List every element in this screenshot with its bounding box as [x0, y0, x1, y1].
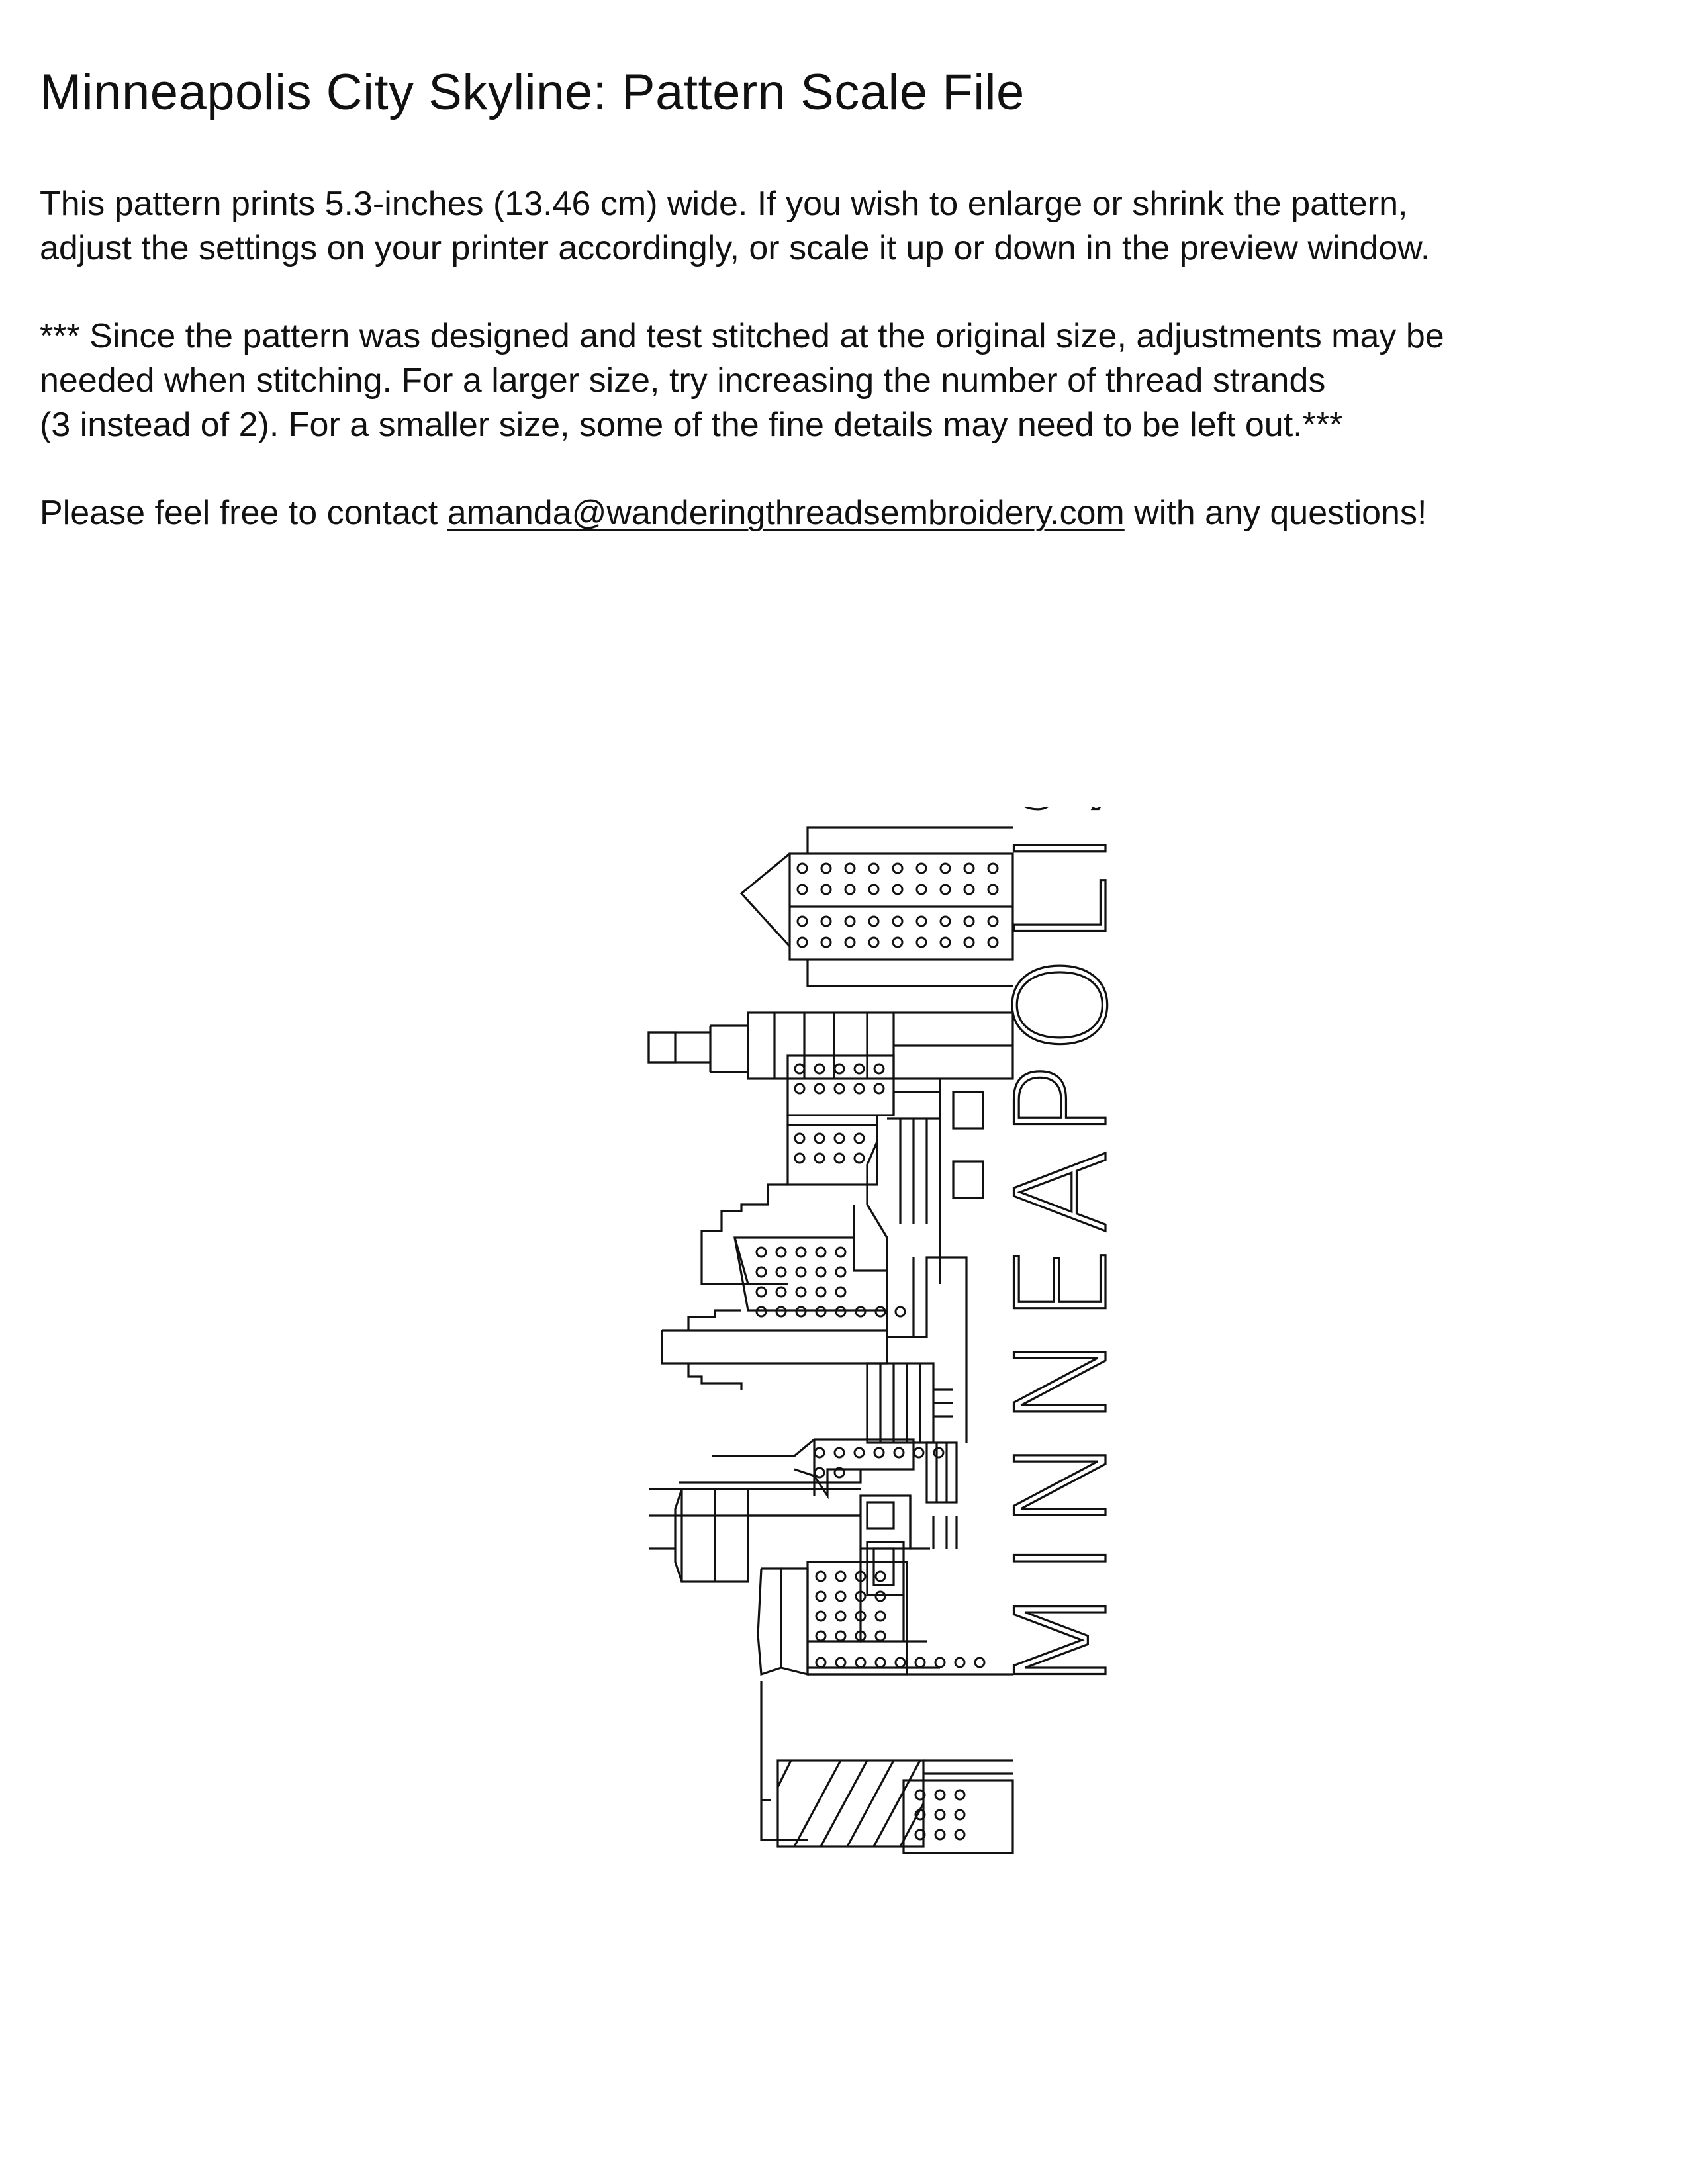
note-line-3: (3 instead of 2). For a smaller size, some of the fine details may need to be left out.***: [40, 406, 1343, 444]
window-dot: [876, 1307, 885, 1316]
stitching-note: [40, 314, 1628, 447]
window-dot: [816, 1612, 825, 1621]
window-dot: [835, 1154, 844, 1163]
window-dot: [914, 1448, 923, 1457]
window-dot: [855, 1064, 864, 1073]
contact-line: [40, 491, 1628, 535]
scale-line-2: adjust the settings on your printer accordingly, or scale it up or down in the preview window.: [40, 229, 1430, 267]
window-dot: [815, 1064, 824, 1073]
window-dot: [816, 1592, 825, 1601]
window-dot: [876, 1612, 885, 1621]
window-dot: [815, 1448, 824, 1457]
page-title: Minneapolis City Skyline: Pattern Scale File: [40, 64, 1025, 120]
window-dot: [836, 1572, 845, 1581]
window-dot: [917, 864, 926, 873]
window-dot: [815, 1154, 824, 1163]
window-dot: [845, 938, 855, 947]
contact-suffix: with any questions!: [1124, 494, 1427, 532]
window-dot: [757, 1307, 766, 1316]
building-bottom-left: [758, 1562, 1013, 1840]
window-dot: [836, 1658, 845, 1667]
window-dot: [845, 885, 855, 894]
window-dot: [845, 917, 855, 926]
window-dot: [917, 938, 926, 947]
window-dot: [776, 1287, 786, 1297]
window-dot: [835, 1134, 844, 1143]
window-dot: [964, 917, 974, 926]
window-dot: [816, 1658, 825, 1667]
window-dot: [941, 917, 950, 926]
window-dot: [856, 1658, 865, 1667]
window-dot: [821, 885, 831, 894]
window-dot: [955, 1830, 964, 1839]
window-dot: [798, 938, 807, 947]
window-dot: [796, 1287, 806, 1297]
window-dot: [964, 864, 974, 873]
building-lower: [649, 1439, 957, 1641]
building-hatched: [778, 1760, 1013, 1853]
scale-line-1: This pattern prints 5.3-inches (13.46 cm) wide. If you wish to enlarge or shrink the pattern,: [40, 185, 1408, 223]
window-dot: [893, 917, 902, 926]
window-dot: [941, 864, 950, 873]
window-dot: [798, 864, 807, 873]
window-dot: [776, 1307, 786, 1316]
window-dot: [917, 885, 926, 894]
window-dot: [893, 938, 902, 947]
window-dot: [836, 1267, 845, 1277]
window-dot: [821, 864, 831, 873]
contact-prefix: Please feel free to contact: [40, 494, 447, 532]
window-dot: [955, 1790, 964, 1799]
window-dot: [815, 1134, 824, 1143]
window-dot: [964, 885, 974, 894]
window-dot: [757, 1287, 766, 1297]
window-dot: [934, 1448, 943, 1457]
window-dot: [896, 1307, 905, 1316]
window-dot: [955, 1658, 964, 1667]
window-dot: [836, 1592, 845, 1601]
window-dot: [836, 1287, 845, 1297]
window-dot: [798, 917, 807, 926]
window-dot: [874, 1448, 884, 1457]
window-dot: [855, 1154, 864, 1163]
window-dot: [869, 864, 878, 873]
window-dot: [874, 1084, 884, 1093]
note-line-1: *** Since the pattern was designed and test stitched at the original size, adjustments may be: [40, 317, 1444, 355]
window-dot: [816, 1572, 825, 1581]
window-dot: [893, 885, 902, 894]
window-dot: [776, 1248, 786, 1257]
window-dot: [856, 1307, 865, 1316]
window-dot: [876, 1658, 885, 1667]
window-dot: [855, 1448, 864, 1457]
window-dot: [816, 1307, 825, 1316]
building-top: [741, 827, 1013, 986]
window-dot: [795, 1064, 804, 1073]
skyline-drawing: [543, 807, 1152, 1893]
window-dot: [975, 1658, 984, 1667]
window-dot: [836, 1307, 845, 1316]
scale-instructions: [40, 182, 1628, 271]
window-dot: [893, 864, 902, 873]
window-dot: [869, 938, 878, 947]
window-dot: [935, 1790, 945, 1799]
window-dot: [917, 917, 926, 926]
window-dot: [796, 1248, 806, 1257]
window-dot: [964, 938, 974, 947]
note-line-2: needed when stitching. For a larger size, try increasing the number of thread strands: [40, 361, 1326, 400]
skyline-pattern: [543, 807, 1152, 1893]
window-dot: [816, 1631, 825, 1641]
window-dot: [816, 1248, 825, 1257]
email-link[interactable]: amanda@wanderingthreadsembroidery.com: [447, 494, 1125, 532]
window-dots: [757, 864, 998, 1839]
window-dot: [821, 917, 831, 926]
building-long: [662, 1257, 966, 1443]
window-dot: [836, 1248, 845, 1257]
window-dot: [836, 1612, 845, 1621]
window-dot: [835, 1084, 844, 1093]
window-dot: [845, 864, 855, 873]
window-dot: [869, 885, 878, 894]
window-dot: [816, 1267, 825, 1277]
window-dot: [795, 1154, 804, 1163]
window-dot: [876, 1592, 885, 1601]
window-dot: [935, 1810, 945, 1819]
window-dot: [757, 1248, 766, 1257]
window-dot: [855, 1134, 864, 1143]
window-dot: [935, 1830, 945, 1839]
building-band-2: [649, 1013, 1013, 1079]
window-dot: [816, 1287, 825, 1297]
window-dot: [835, 1064, 844, 1073]
window-dot: [795, 1134, 804, 1143]
window-dot: [798, 885, 807, 894]
window-dot: [876, 1572, 885, 1581]
window-dot: [836, 1631, 845, 1641]
window-dot: [955, 1810, 964, 1819]
city-name-label: MINNEAPOLIS: [989, 807, 1135, 1694]
window-dot: [835, 1448, 844, 1457]
window-dot: [821, 938, 831, 947]
window-dot: [815, 1084, 824, 1093]
window-dot: [796, 1307, 806, 1316]
window-dot: [874, 1064, 884, 1073]
window-dot: [935, 1658, 945, 1667]
window-dot: [941, 885, 950, 894]
window-dot: [796, 1267, 806, 1277]
window-dot: [941, 938, 950, 947]
window-dot: [896, 1658, 905, 1667]
window-dot: [915, 1658, 925, 1667]
window-dot: [776, 1267, 786, 1277]
window-dot: [757, 1267, 766, 1277]
window-dot: [815, 1468, 824, 1477]
window-dot: [876, 1631, 885, 1641]
window-dot: [795, 1084, 804, 1093]
building-steps: [702, 1185, 887, 1310]
window-dot: [894, 1448, 904, 1457]
window-dot: [869, 917, 878, 926]
window-dot: [855, 1084, 864, 1093]
